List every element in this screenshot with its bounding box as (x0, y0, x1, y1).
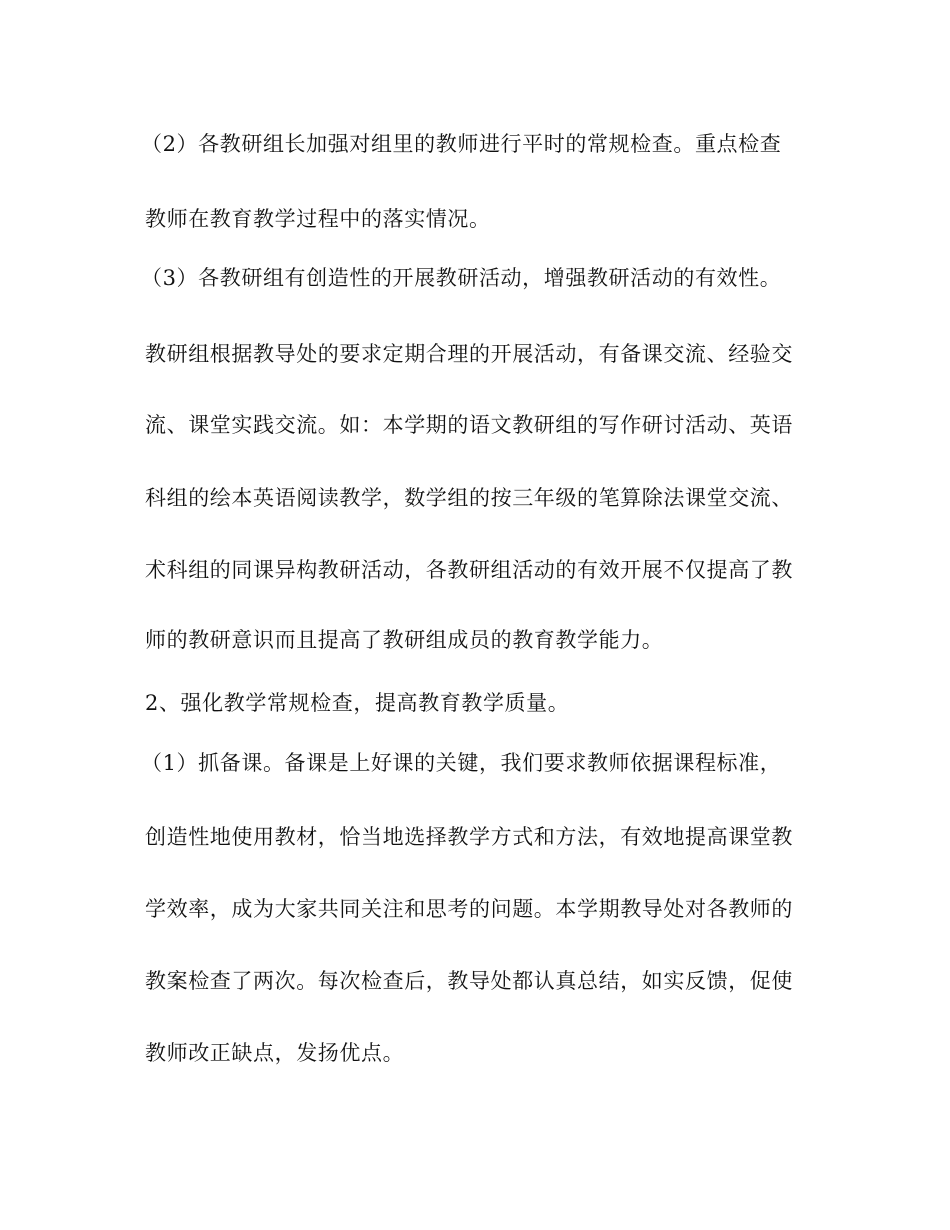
paragraph-1-line-1: （1）抓备课。备课是上好课的关键，我们要求教师依据课程标准， (141, 751, 782, 775)
paragraph-3-line-1: （3）各教研组有创造性的开展教研活动，增强教研活动的有效性。 (141, 266, 782, 290)
paragraph-1-line-4: 教案检查了两次。每次检查后，教导处都认真总结，如实反馈，促使 (145, 969, 793, 993)
paragraph-3-line-2: 教研组根据教导处的要求定期合理的开展活动，有备课交流、经验交 (145, 342, 793, 366)
paragraph-1-line-2: 创造性地使用教材，恰当地选择教学方式和方法，有效地提高课堂教 (145, 825, 793, 849)
paragraph-2-line-2: 教师在教育教学过程中的落实情况。 (145, 207, 491, 231)
paragraph-3-line-3: 流、课堂实践交流。如：本学期的语文教研组的写作研讨活动、英语 (145, 413, 793, 437)
section-heading-2: 2、强化教学常规检查，提高教育教学质量。 (145, 691, 570, 715)
paragraph-1-line-3: 学效率，成为大家共同关注和思考的问题。本学期教导处对各教师的 (145, 897, 793, 921)
paragraph-3-line-6: 师的教研意识而且提高了教研组成员的教育教学能力。 (145, 628, 664, 652)
paragraph-2-line-1: （2）各教研组长加强对组里的教师进行平时的常规检查。重点检查 (141, 132, 782, 156)
paragraph-1-line-5: 教师改正缺点，发扬优点。 (145, 1041, 405, 1065)
paragraph-3-line-4: 科组的绘本英语阅读教学，数学组的按三年级的笔算除法课堂交流、 (145, 486, 793, 510)
paragraph-3-line-5: 术科组的同课异构教研活动，各教研组活动的有效开展不仅提高了教 (145, 558, 793, 582)
